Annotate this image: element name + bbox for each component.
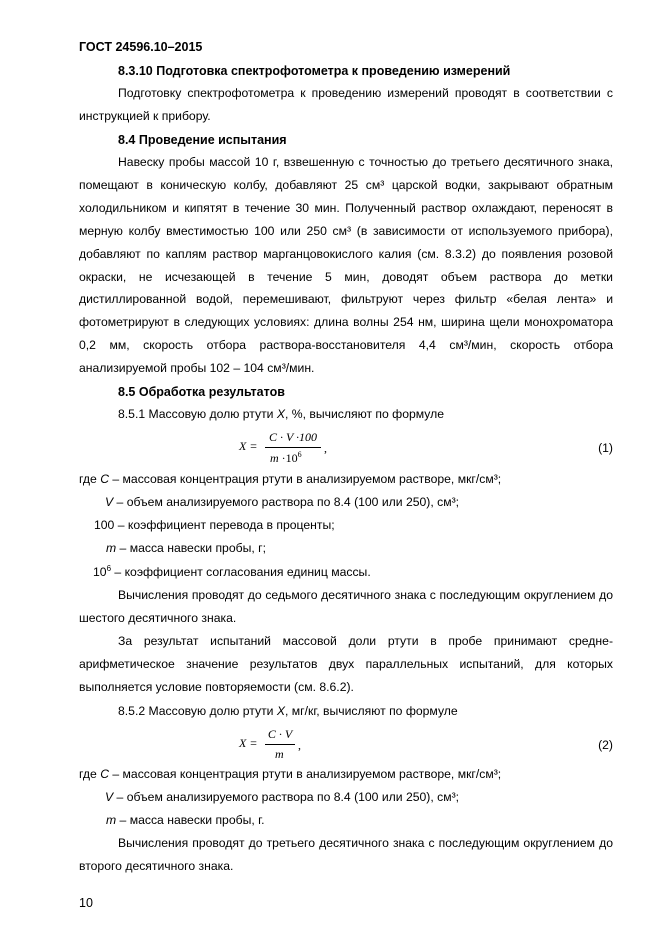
- paragraph-rounding-1: Вычисления проводят до седьмого десятичного знака с последующим округлением до шестого десятичного знака.: [79, 588, 613, 625]
- where2-c: где C – массовая концентрация ртути в анализируемом растворе, мкг/см³;: [79, 767, 502, 781]
- section-8-3-10-text: Подготовку спектрофотометра к проведению измерений проводят в соответствии с инструкцией к прибору.: [79, 86, 613, 123]
- section-8-4-title: 8.4 Проведение испытания: [118, 133, 287, 147]
- page-number: 10: [79, 896, 93, 910]
- paragraph-result: За результат испытаний массовой доли ртути в пробе принимают среднеарифметическое значение результатов двух параллельных испытаний, для которых выполняется условие повторяемости (см. 8.6.2).: [79, 634, 613, 694]
- document-page: ГОСТ 24596.10–2015 8.3.10 Подготовка спектрофотометра к проведению измерений Подготовку спектрофотометра к проведению измерений проводят в соответствии с инструкцией к прибору. 8.4 Проведение испытания Навеску пробы массой 10 г, взвешенную с точностью до третьего десятичного знака, помещают в коническую колбу, добавляют 25 см³ царской водки, закрывают обратным холодильником и кипятят в течение 30 мин. Полученный раствор охлаждают, переносят в мерную колбу вместимостью 100 или 250 см³ (в зависимости от используемого прибора), добавляют по каплям раствор марганцовокислого калия (см. 8.3.2) до появления розовой окраски, не исчезающей в течение 5 мин, доводят объем раствора до метки дистиллированной водой, перемешивают, фильтруют через фильтр «белая лента» и фотометрируют в следующих условиях: длина волны 254 нм, ширина щели монохроматора 0,2 мм, скорость отбора раствора-восстановителя 4,4 см³/мин, скорость отбора анализируемой пробы 102 – 104 см³/мин. 8.5 Обработка результатов 8.5.1 Массовую долю ртути X, %, вычисляют по формуле X = C · V ·100 $m \cdot 10^6$ , (1) где C – массовая концентрация ртути в анализируемом растворе, мкг/см³; V – объем анализируемого раствора по 8.4 (100 или 250), см³; 100 – коэффициент перевода в проценты; m – масса навески пробы, г; $10^6$ – коэффициент согласования единиц массы. Вычисления проводят до седьмого десятичного знака с последующим округлением до шестого десятичного знака. За результат испытаний массовой доли ртути в пробе принимают среднеарифметическое значение результатов двух параллельных испытаний, для которых выполняется условие повторяемости (см. 8.6.2). 8.5.2 Массовую долю ртути X, мг/кг, вычисляют по формуле X = C · V m , (2) где C – массовая концентрация ртути в анализируемом растворе, мкг/см³; V – объем анализируемого раствора по 8.4 (100 или 250), см³; m – масса навески пробы, г. Вычисления проводят до третьего десятичного знака с последующим округлением до второго десятичного знака. 10: [79, 40, 613, 910]
- where1-m: m – масса навески пробы, г;: [106, 541, 266, 555]
- where1-100: 100 – коэффициент перевода в проценты;: [94, 518, 335, 532]
- section-8-3-10-title: 8.3.10 Подготовка спектрофотометра к проведению измерений: [118, 64, 511, 78]
- paragraph-rounding-2: Вычисления проводят до третьего десятичного знака с последующим округлением до второго десятичного знака.: [79, 836, 613, 873]
- where2-v: V – объем анализируемого раствора по 8.4 (100 или 250), см³;: [105, 790, 460, 804]
- where1-c: где C – массовая концентрация ртути в анализируемом растворе, мкг/см³;: [79, 472, 502, 486]
- document-header: ГОСТ 24596.10–2015: [79, 40, 203, 54]
- section-8-5-title: 8.5 Обработка результатов: [118, 385, 285, 399]
- where2-m: m – масса навески пробы, г.: [106, 813, 265, 827]
- formula-2-number: (2): [598, 738, 613, 752]
- where1-v: V – объем анализируемого раствора по 8.4 (100 или 250), см³;: [105, 495, 460, 509]
- paragraph-8-5-2: 8.5.2 Массовую долю ртути X, мг/кг, вычисляют по формуле: [118, 704, 458, 718]
- paragraph-8-5-1: 8.5.1 Массовую долю ртути X, %, вычисляют по формуле: [118, 407, 444, 421]
- where1-10e6: $10^6$ – коэффициент согласования единиц массы.: [93, 564, 371, 580]
- formula-1-number: (1): [598, 441, 613, 455]
- section-8-4-text: Навеску пробы массой 10 г, взвешенную с точностью до третьего десятичного знака, помещают в коническую колбу, добавляют 25 см³ царской водки, закрывают обратным холодильником и кипятят в течение 30 мин. Полученный раствор охлаждают, переносят в мерную колбу вместимостью 100 или 250 см³ (в зависимости от используемого прибора), добавляют по каплям раствор марганцовокислого калия (см. 8.3.2) до появления розовой окраски, не исчезающей в течение 5 мин, доводят объем раствора до метки дистиллированной водой, перемешивают, фильтруют через фильтр «белая лента» и фотометрируют в следующих условиях: длина волны 254 нм, ширина щели монохроматора 0,2 мм, скорость отбора раствора-восстановителя 4,4 см³/мин, скорость отбора анализируемой пробы 102 – 104 см³/мин.: [79, 155, 613, 376]
